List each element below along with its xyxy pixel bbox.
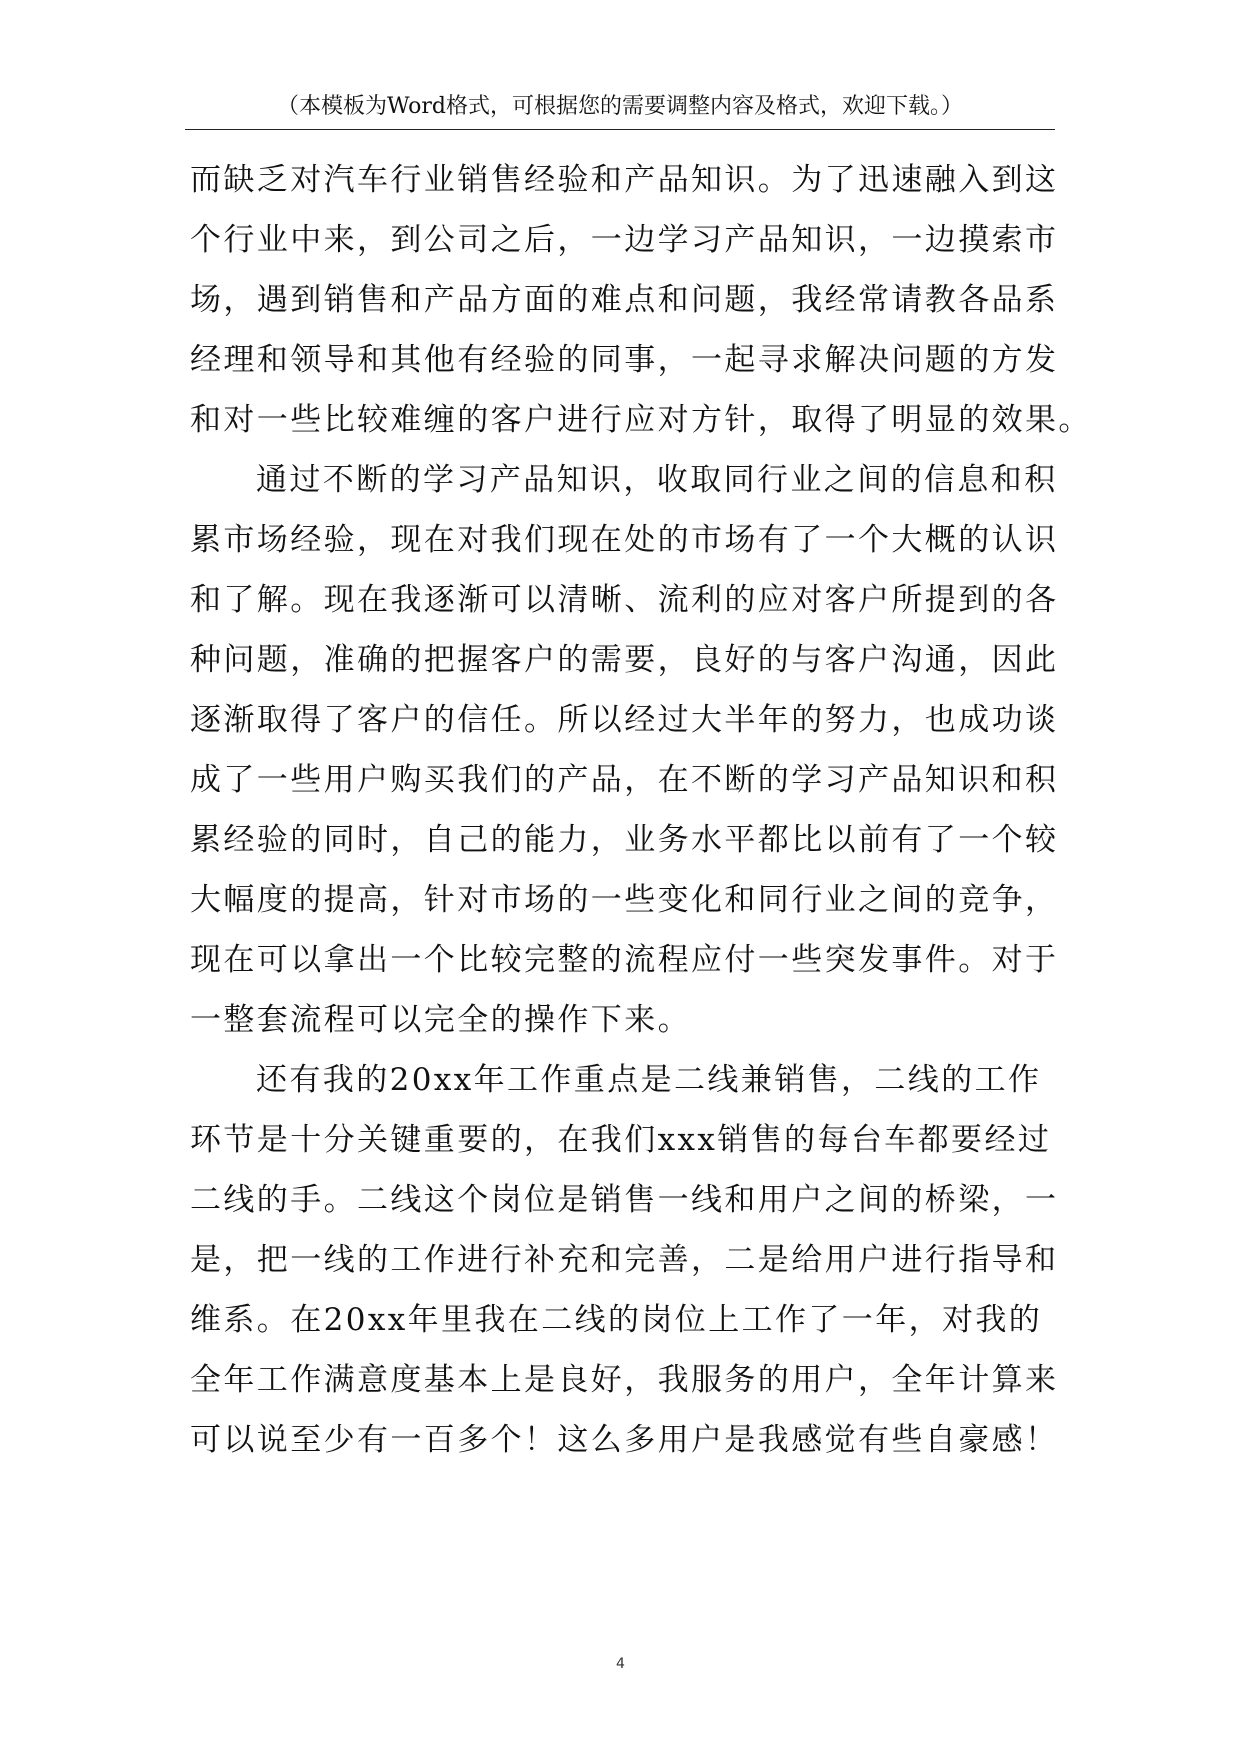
text-line: 大幅度的提高，针对市场的一些变化和同行业之间的竞争， (190, 882, 1059, 918)
page-header: （本模板为Word格式，可根据您的需要调整内容及格式，欢迎下载。） (277, 94, 963, 119)
text-line: 累经验的同时，自己的能力，业务水平都比以前有了一个较 (190, 822, 1059, 858)
text-line: 成了一些用户购买我们的产品，在不断的学习产品知识和积 (190, 762, 1059, 798)
document-body (190, 150, 1092, 1470)
text-line: 全年工作满意度基本上是良好，我服务的用户，全年计算来 (190, 1362, 1059, 1398)
header-divider (185, 129, 1055, 130)
text-line: 和对一些比较难缠的客户进行应对方针，取得了明显的效果。 (190, 402, 1092, 438)
text-line: 个行业中来，到公司之后，一边学习产品知识，一边摸索市 (190, 222, 1059, 258)
text-line: 而缺乏对汽车行业销售经验和产品知识。为了迅速融入到这 (190, 162, 1059, 198)
text-line: 一整套流程可以完全的操作下来。 (190, 1002, 691, 1038)
text-line: 和了解。现在我逐渐可以清晰、流利的应对客户所提到的各 (190, 582, 1059, 618)
text-line: 经理和领导和其他有经验的同事，一起寻求解决问题的方发 (190, 342, 1059, 378)
text-line: 逐渐取得了客户的信任。所以经过大半年的努力，也成功谈 (190, 702, 1059, 738)
text-line: 可以说至少有一百多个！这么多用户是我感觉有些自豪感！ (190, 1422, 1059, 1458)
page-number: 4 (616, 1656, 625, 1672)
paragraph-start-line: 还有我的20xx年工作重点是二线兼销售，二线的工作 (256, 1062, 1042, 1098)
text-line: 现在可以拿出一个比较完整的流程应付一些突发事件。对于 (190, 942, 1059, 978)
paragraph-start-line: 通过不断的学习产品知识，收取同行业之间的信息和积 (256, 462, 1058, 498)
text-line: 场，遇到销售和产品方面的难点和问题，我经常请教各品系 (190, 282, 1059, 318)
text-line: 二线的手。二线这个岗位是销售一线和用户之间的桥梁，一 (190, 1182, 1059, 1218)
text-line: 种问题，准确的把握客户的需要，良好的与客户沟通，因此 (190, 642, 1059, 678)
text-line: 维系。在20xx年里我在二线的岗位上工作了一年，对我的 (190, 1302, 1043, 1338)
text-line: 累市场经验，现在对我们现在处的市场有了一个大概的认识 (190, 522, 1059, 558)
text-line: 是，把一线的工作进行补充和完善，二是给用户进行指导和 (190, 1242, 1059, 1278)
text-line: 环节是十分关键重要的，在我们xxx销售的每台车都要经过 (190, 1122, 1052, 1158)
